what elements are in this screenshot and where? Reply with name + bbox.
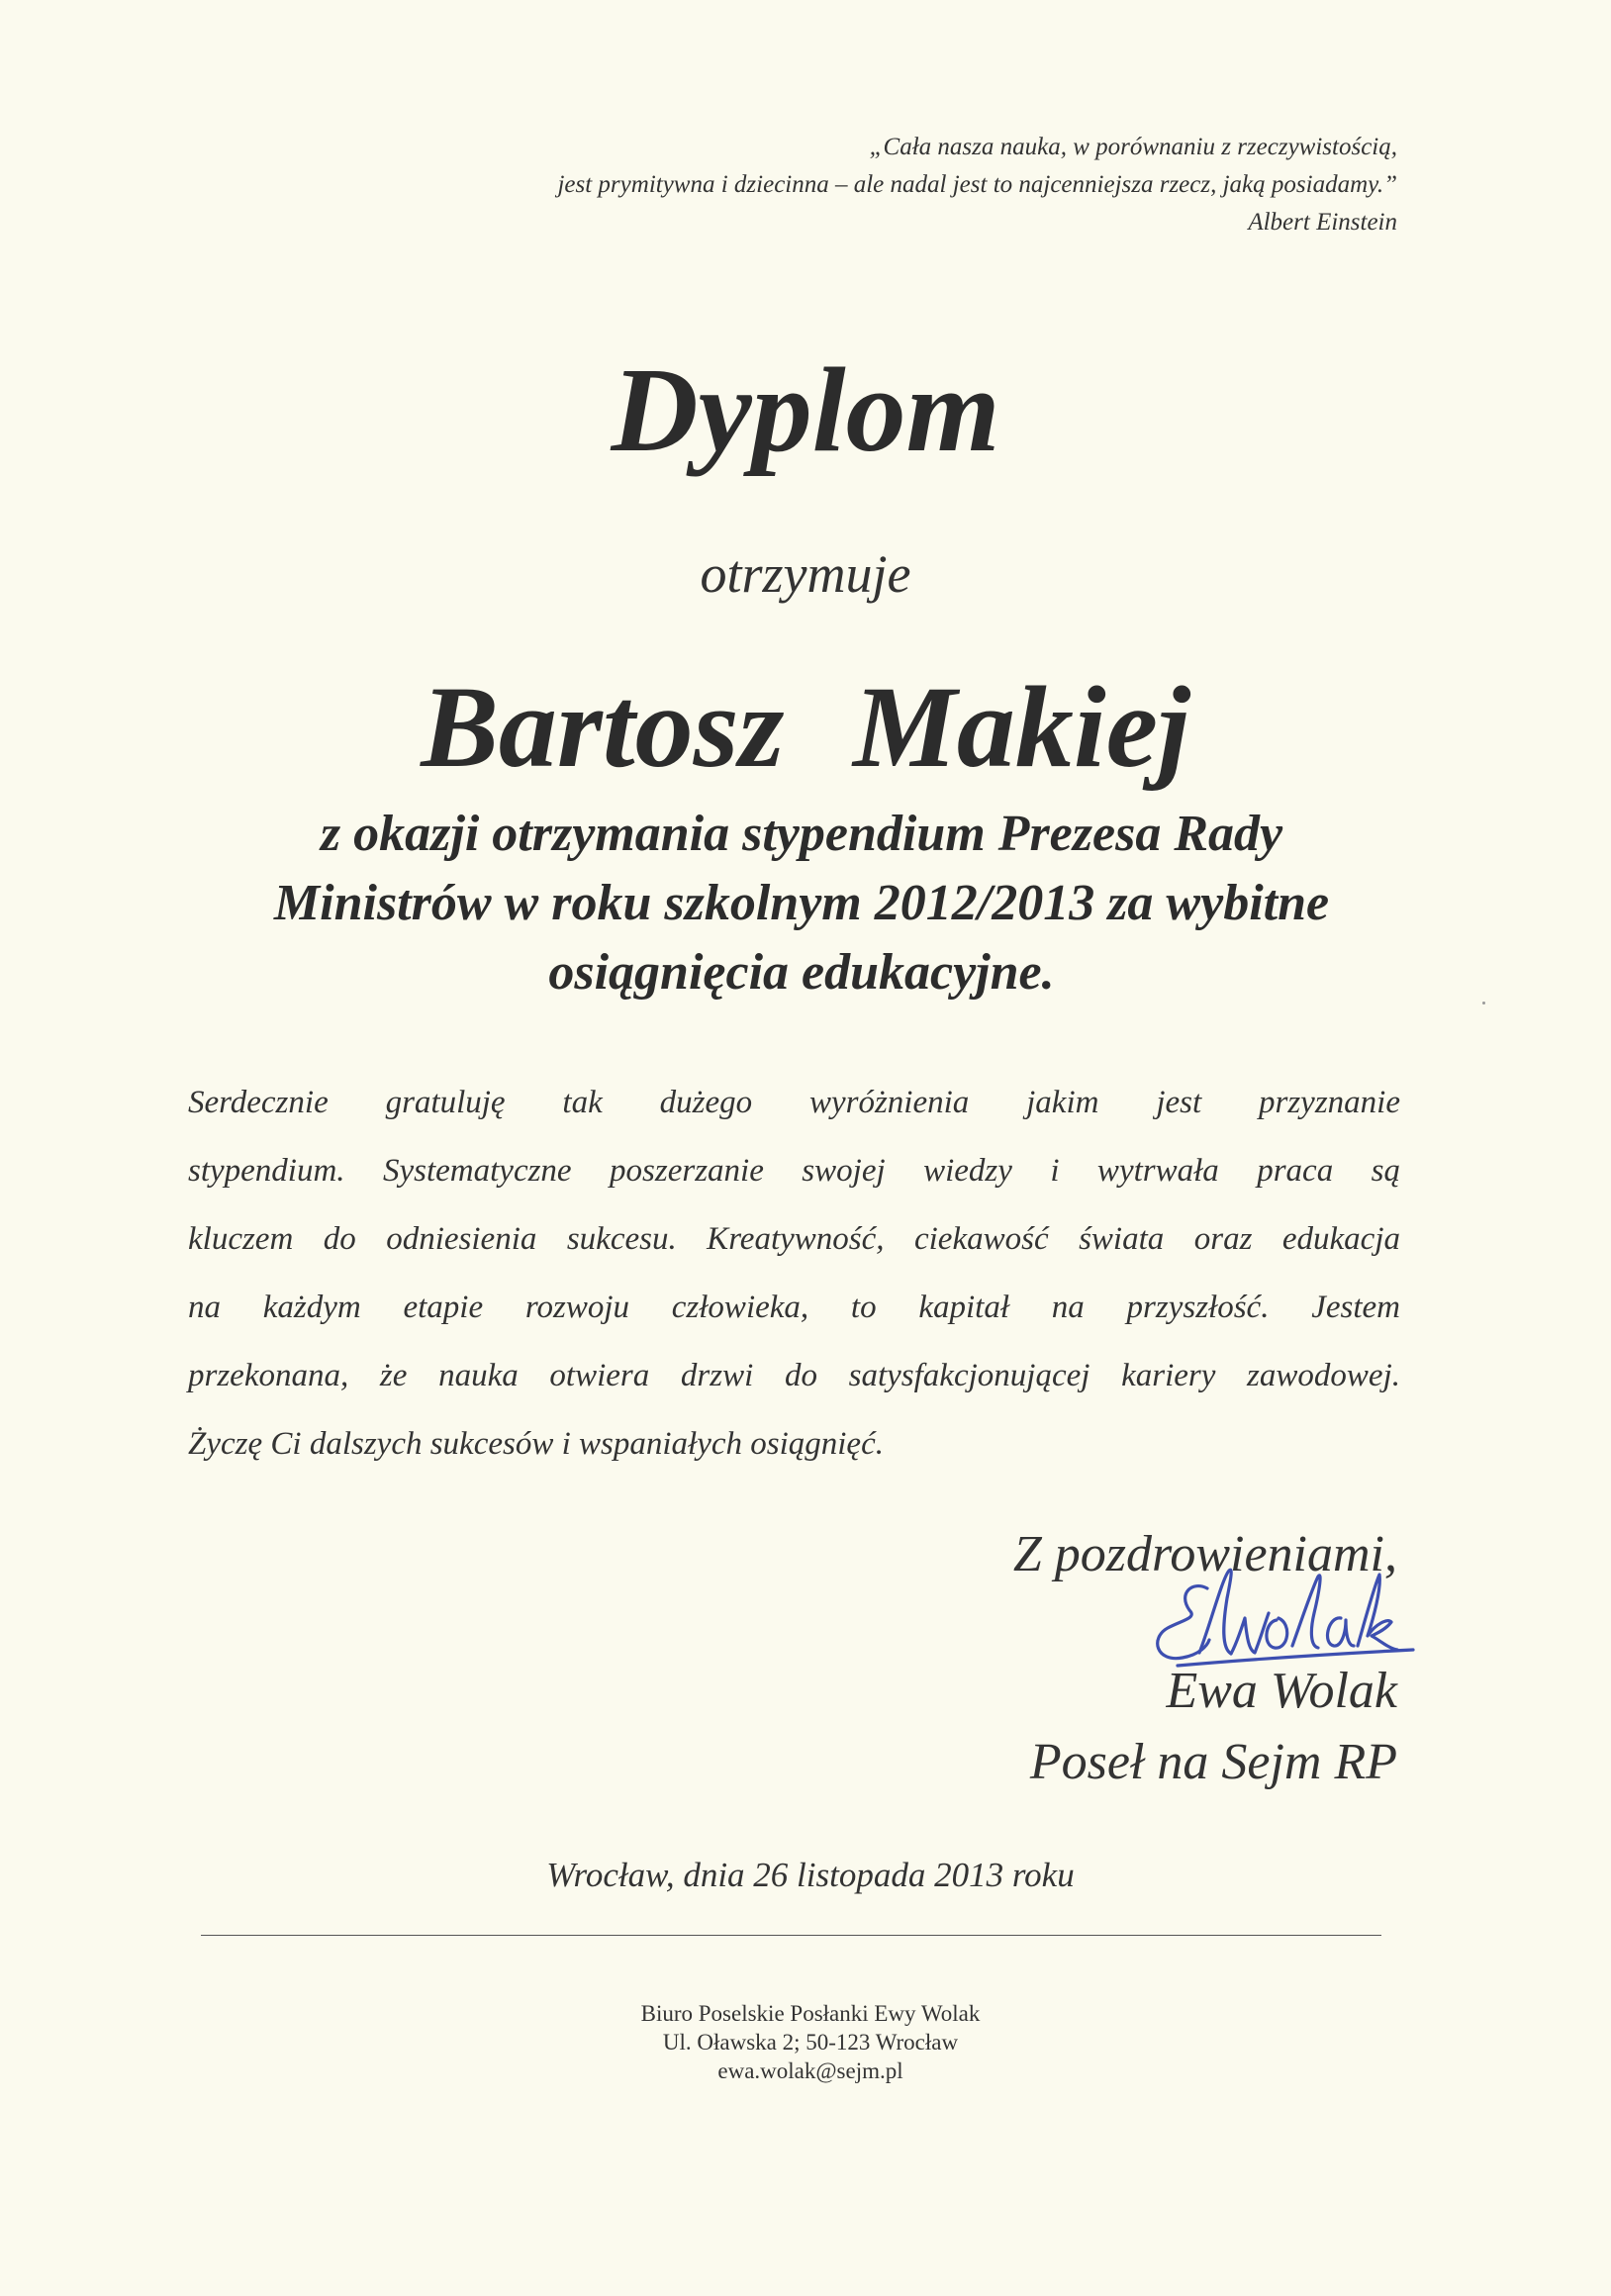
reason-line: Ministrów w roku szkolnym 2012/2013 za wybitne <box>273 875 1330 931</box>
recipient-name: Bartosz Makiej <box>421 662 1190 792</box>
signatory-role: Poseł na Sejm RP <box>1029 1734 1397 1790</box>
office-address <box>0 1999 1611 2085</box>
signatory-name: Ewa Wolak <box>1166 1663 1397 1719</box>
diploma-title: Dyplom <box>611 343 1000 477</box>
reason-line: osiągnięcia edukacyjne. <box>548 944 1055 1001</box>
award-reason <box>148 800 1455 1007</box>
paper-speck <box>1482 1002 1485 1004</box>
paragraph-line: stypendium. Systematyczne poszerzanie swojej wiedzy i wytrwała praca są <box>188 1153 1400 1189</box>
congratulations-paragraph <box>188 1069 1400 1479</box>
address-line: Ul. Oławska 2; 50-123 Wrocław <box>662 2030 959 2055</box>
quote-author: Albert Einstein <box>1248 209 1397 236</box>
quote-line: „Cała nasza nauka, w porównaniu z rzeczywistością, <box>869 134 1397 160</box>
reason-line: z okazji otrzymania stypendium Prezesa Rady <box>320 806 1283 862</box>
paragraph-line: Życzę Ci dalszych sukcesów i wspaniałych osiągnięć. <box>188 1426 884 1462</box>
paragraph-line: na każdym etapie rozwoju człowieka, to kapitał na przyszłość. Jestem <box>188 1290 1400 1325</box>
paragraph-line: kluczem do odniesienia sukcesu. Kreatywność, ciekawość świata oraz edukacja <box>188 1221 1400 1257</box>
place-and-date: Wrocław, dnia 26 listopada 2013 roku <box>546 1856 1075 1894</box>
receives-label: otrzymuje <box>700 544 911 604</box>
address-email: ewa.wolak@sejm.pl <box>717 2058 903 2083</box>
paragraph-line: przekonana, że nauka otwiera drzwi do satysfakcjonującej kariery zawodowej. <box>188 1358 1400 1393</box>
address-line: Biuro Poselskie Posłanki Ewy Wolak <box>640 2001 981 2026</box>
footer-divider <box>201 1935 1381 1936</box>
epigraph-quote <box>210 129 1397 241</box>
closing-salutation: Z pozdrowieniami, <box>1012 1526 1397 1582</box>
quote-line: jest prymitywna i dziecinna – ale nadal jest to najcenniejsza rzecz, jaką posiadamy.” <box>557 171 1397 198</box>
paragraph-line: Serdecznie gratuluję tak dużego wyróżnienia jakim jest przyznanie <box>188 1085 1400 1120</box>
